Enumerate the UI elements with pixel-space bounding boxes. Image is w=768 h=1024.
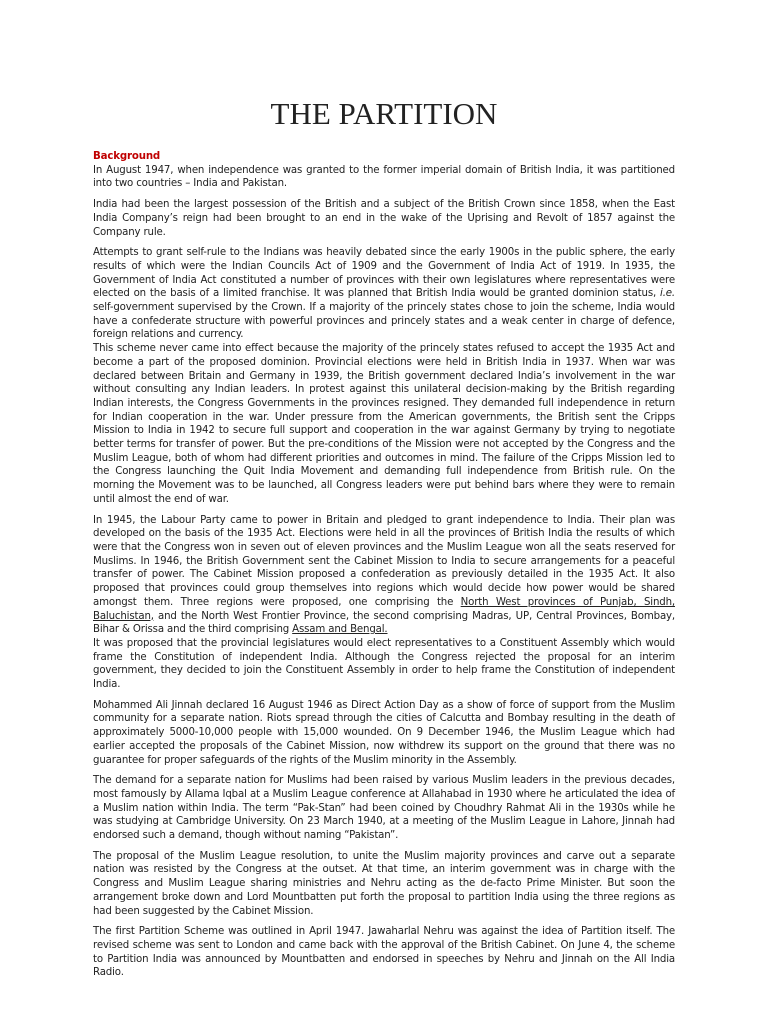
link-north-west-provinces[interactable]: North West provinces of Punjab, Sindh, Baluchistan, [93,596,676,622]
paragraph-4: This scheme never came into effect because the majority of the princely states refused to accept the 1935 Act and become a part of the proposed dominion. Provincial elections were held in British India in 1937. When war was declared between Britain and Germany in 1939, the British government declared India’s involvement in the war without consulting any Indian leaders. In protest against this unilateral decision-making by the British regarding Indian interests, the Congress Governments in the provinces resigned. They demanded full independence in return for Indian cooperation in the war. Under pressure from the American governments, the British sent the Cripps Mission to India in 1942 to secure full support and cooperation in the war against Germany by trying to negotiate better terms for transfer of power. But the pre-conditions of the Mission were not accepted by the Congress and the Muslim League, both of whom had different priorities and outcomes in mind. The failure of the Cripps Mission led to the Congress launching the Quit India Movement and demanding full independence from British rule. On the morning the Movement was to be launched, all Congress leaders were put behind bars where they were to remain until almost the end of war. [93,343,675,505]
paragraph-3-ie: i.e. [660,288,675,300]
paragraph-3 [93,246,675,342]
paragraph-7: Mohammed Ali Jinnah declared 16 August 1946 as Direct Action Day as a show of force of support from the Muslim community for a separate nation. Riots spread through the cities of Calcutta and Bombay resulting in the death of approximately 5000-10,000 people with 15,000 wounded. On 9 December 1946, the Muslim League which had earlier accepted the proposals of the Cabinet Mission, now withdrew its support on the ground that there was no guarantee for proper safeguards of the rights of the Muslim minority in the Assembly. [93,699,675,766]
paragraph-5-text-before: In 1945, the Labour Party came to power in Britain and pledged to grant independence to India. Their plan was developed on the basis of the 1935 Act. Elections were held in all the provinces of British India the results of which were that the Congress won in seven out of eleven provinces and the Muslim League won all the seats reserved for Muslims. In 1946, the British Government sent the Cabinet Mission to India to secure arrangements for a peaceful transfer of power. The Cabinet Mission proposed a confederation as previously detailed in the 1935 Act. It also proposed that provinces could group themselves into regions which would decide how power would be shared amongst them. Three regions were proposed, one comprising the [93,514,675,608]
link-assam-bengal[interactable]: Assam and Bengal. [292,624,388,636]
paragraph-5-text-middle: and the North West Frontier Province, the second comprising Madras, UP, Central Provinces, Bombay, Bihar & Orissa and the third comprising [93,610,675,636]
paragraph-3-text-before: Attempts to grant self-rule to the Indians was heavily debated since the early 1900s in the public sphere, the early results of which were the Indian Councils Act of 1909 and the Government of India Act of 1919. In 1935, the Government of India Act constituted a number of provinces with their own legislatures where representatives were elected on the basis of a limited franchise. It was planned that British India would be granted dominion status, [93,247,675,300]
paragraph-9: The proposal of the Muslim League resolution, to unite the Muslim majority provinces and carve out a separate nation was resisted by the Congress at the outset. At that time, an interim government was in charge with the Congress and Muslim League sharing ministries and Nehru acting as the de-facto Prime Minister. But soon the arrangement broke down and Lord Mountbatten put forth the proposal to partition India using the three regions as had been suggested by the Cabinet Mission. [93,850,675,917]
paragraph-2: India had been the largest possession of the British and a subject of the British Crown since 1858, when the East India Company’s reign had been brought to an end in the wake of the Uprising and Revolt of 1857 against the Company rule. [93,199,675,238]
paragraph-5 [93,514,675,637]
paragraph-3-text-after: self-government supervised by the Crown. If a majority of the princely states chose to join the scheme, India would have a confederate structure with powerful provinces and princely states and a weak center in charge of defence, foreign relations and currency. [93,302,675,341]
paragraph-10: The first Partition Scheme was outlined in April 1947. Jawaharlal Nehru was against the idea of Partition itself. The revised scheme was sent to London and came back with the approval of the British Cabinet. On June 4, the scheme to Partition India was announced by Mountbatten and endorsed in speeches by Nehru and Jinnah on the All India Radio. [93,926,675,979]
paragraph-1: In August 1947, when independence was granted to the former imperial domain of British India, it was partitioned into two countries – India and Pakistan. [93,164,675,190]
paragraph-8: The demand for a separate nation for Muslims had been raised by various Muslim leaders in the previous decades, most famously by Allama Iqbal at a Muslim League conference at Allahabad in 1930 where he articulated the idea of a Muslim nation within India. The term “Pak-Stan” had been coined by Choudhry Rahmat Ali in the 1930s while he was studying at Cambridge University. On 23 March 1940, at a meeting of the Muslim League in Lahore, Jinnah had endorsed such a demand, though without naming “Pakistan”. [93,775,675,842]
document-page [93,96,675,987]
section-heading-background: Background [93,151,161,162]
page-title: THE PARTITION [270,96,498,131]
paragraph-6: It was proposed that the provincial legislatures would elect representatives to a Constituent Assembly which would frame the Constitution of independent India. Although the Congress rejected the proposal for an interim government, they decided to join the Constituent Assembly in order to help frame the Constitution of independent India. [93,637,675,691]
